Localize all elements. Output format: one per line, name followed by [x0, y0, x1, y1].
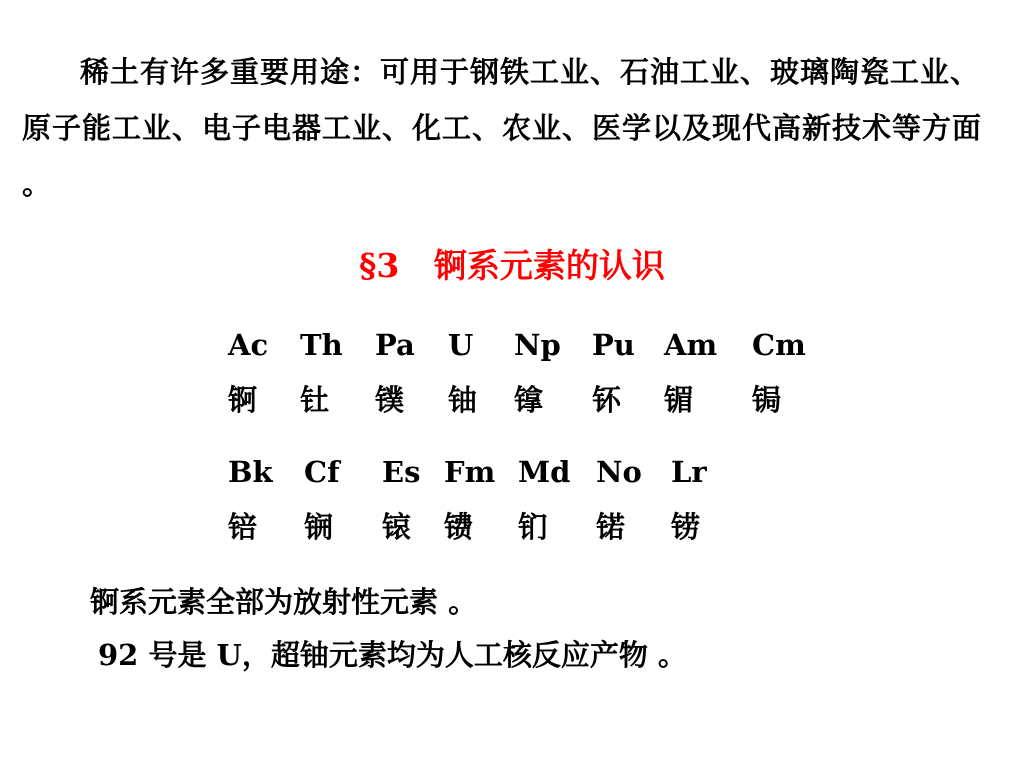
element-name: 镅: [664, 383, 694, 417]
element-symbol: Es: [382, 455, 421, 489]
element-name: 钔: [518, 510, 548, 544]
element-name: 镤: [375, 383, 405, 417]
element-symbol: Pa: [375, 328, 415, 362]
element-name: 镄: [444, 510, 474, 544]
radioactivity-statement: 锕系元素全部为放射性元素 。: [90, 585, 478, 619]
element-name: 锘: [596, 510, 626, 544]
section-heading: §3 锕系元素的认识: [359, 246, 665, 285]
element-name: 钍: [300, 383, 330, 417]
element-name: 铹: [671, 510, 701, 544]
element-name: 锎: [304, 510, 334, 544]
element-symbol: Bk: [228, 455, 273, 489]
element-symbol: No: [596, 455, 642, 489]
element-symbol: Pu: [592, 328, 635, 362]
element-symbol: Ac: [228, 328, 269, 362]
intro-paragraph: 稀土有许多重要用途：可用于钢铁工业、石油工业、玻璃陶瓷工业、原子能工业、电子电器工业、化工、农业、医学以及现代高新技术等方面 。: [22, 55, 983, 201]
element-symbol: Fm: [444, 455, 496, 489]
element-symbol: Am: [664, 328, 718, 362]
element-name: 锕: [228, 383, 258, 417]
element-name: 铀: [448, 383, 478, 417]
element-symbol: Lr: [671, 455, 707, 489]
element-name: 镎: [514, 383, 544, 417]
element-symbol: Np: [514, 328, 561, 362]
element-name: 锿: [382, 510, 412, 544]
transuranic-statement: 92 号是 U，超铀元素均为人工核反应产物 。: [98, 638, 687, 672]
element-symbol: Cf: [304, 455, 340, 489]
element-symbol: U: [448, 328, 474, 362]
element-symbol: Md: [518, 455, 571, 489]
element-symbol: Th: [300, 328, 343, 362]
element-name: 钚: [592, 383, 622, 417]
element-symbol: Cm: [752, 328, 806, 362]
element-name: 锔: [752, 383, 782, 417]
element-name: 锫: [228, 510, 258, 544]
